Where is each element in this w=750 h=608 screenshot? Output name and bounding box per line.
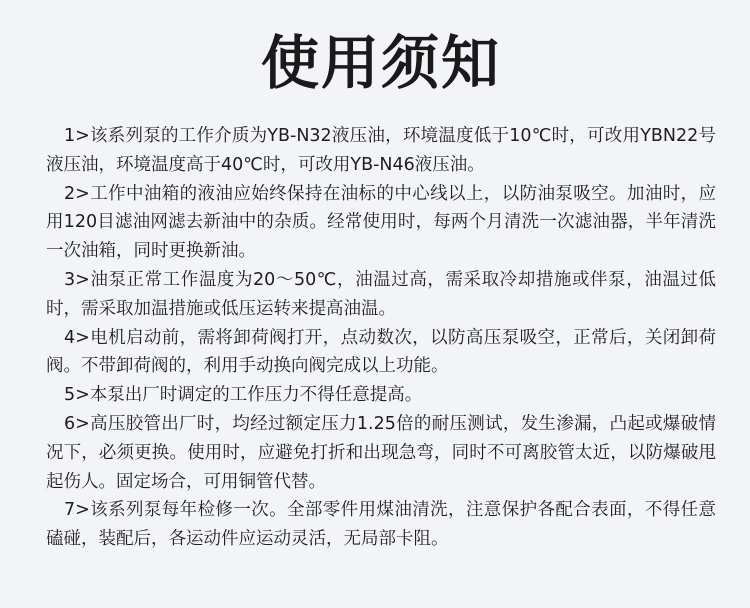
notes-list	[46, 122, 716, 554]
note-item-2: 2>工作中油箱的液油应始终保持在油标的中心线以上，以防油泵吸空。加油时，应用120目滤油网滤去新油中的杂质。经常使用时，每两个月清洗一次滤油器，半年清洗一次油箱，同时更换新油。	[46, 183, 716, 262]
note-item-1: 1>该系列泵的工作介质为YB-N32液压油，环境温度低于10℃时，可改用YBN22号液压油，环境温度高于40℃时，可改用YB-N46液压油。	[46, 126, 716, 175]
note-item-3: 3>油泵正常工作温度为20～50℃，油温过高，需采取冷却措施或伴泵，油温过低时，需采取加温措施或低压运转来提高油温。	[46, 269, 716, 319]
note-item-6: 6>高压胶管出厂时，均经过额定压力1.25倍的耐压测试，发生渗漏，凸起或爆破情况下，必须更换。使用时，应避免打折和出现急弯，同时不可离胶管太近，以防爆破甩起伤人。固定场合，可用铜管代替。	[46, 413, 716, 492]
note-item-4: 4>电机启动前，需将卸荷阀打开，点动数次，以防高压泵吸空，正常后，关闭卸荷阀。不带卸荷阀的，利用手动换向阀完成以上功能。	[46, 327, 716, 377]
note-item-7: 7>该系列泵每年检修一次。全部零件用煤油清洗，注意保护各配合表面，不得任意磕碰，装配后，各运动件应运动灵活，无局部卡阻。	[46, 500, 716, 550]
note-item-5: 5>本泵出厂时调定的工作压力不得任意提高。	[64, 385, 423, 406]
page-title: 使用须知	[260, 29, 501, 97]
